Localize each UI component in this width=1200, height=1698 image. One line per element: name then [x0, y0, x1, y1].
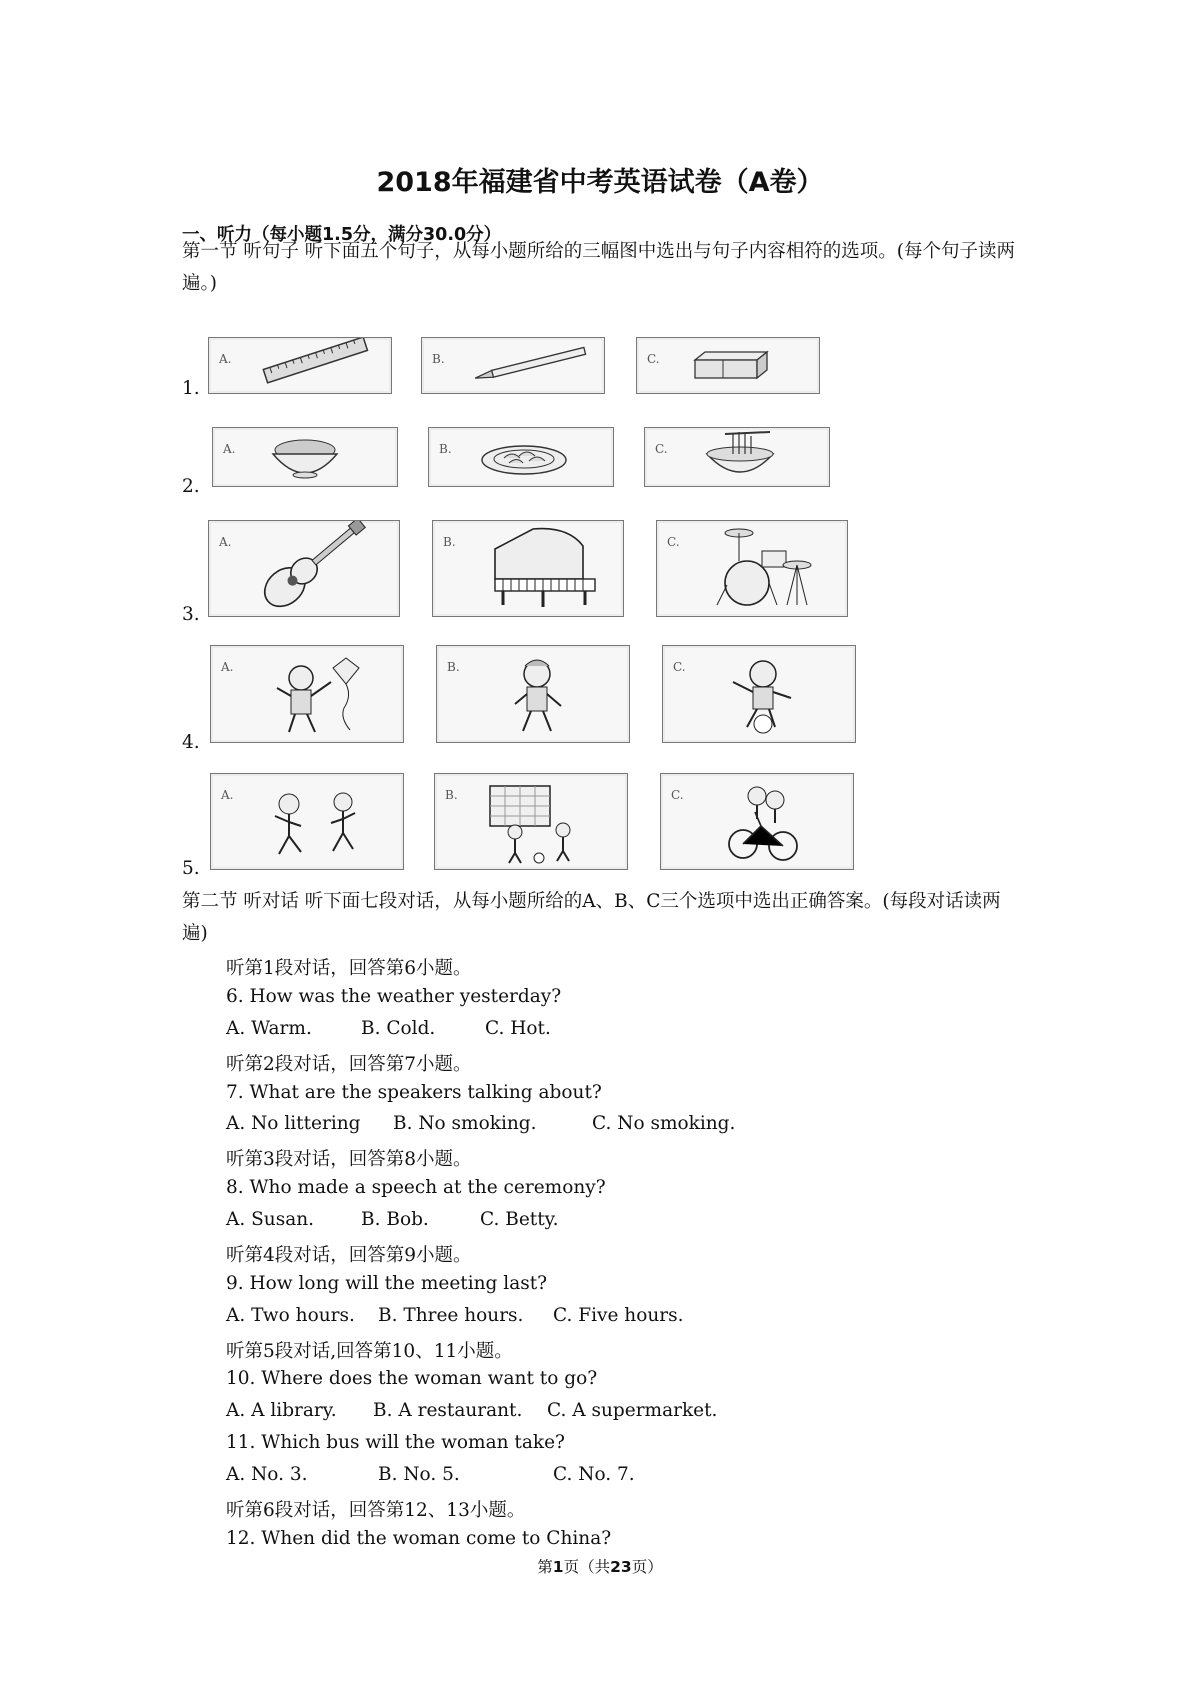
option-c[interactable]: C. No. 7. — [553, 1464, 635, 1485]
rice-bowl-icon — [213, 428, 397, 486]
option-b[interactable]: B. No smoking. — [393, 1113, 537, 1134]
eraser-icon — [637, 338, 819, 393]
option-picture[interactable]: B. — [421, 337, 605, 394]
option-b[interactable]: B. No. 5. — [378, 1464, 460, 1485]
section-heading: 一、听力（每小题1.5分，满分30.0分） — [182, 225, 502, 245]
option-c[interactable]: C. Hot. — [485, 1018, 551, 1039]
question-text: 6. How was the weather yesterday? — [226, 986, 562, 1007]
option-c[interactable]: C. No smoking. — [592, 1113, 736, 1134]
boy-waving-icon — [437, 646, 629, 742]
dumplings-plate-icon — [429, 428, 613, 486]
children-soccer-goal-icon — [435, 774, 627, 869]
dialogue-intro: 听第5段对话,回答第10、11小题。 — [226, 1341, 513, 1362]
piano-icon — [433, 521, 623, 616]
page-title: 2018年福建省中考英语试卷（A卷） — [376, 167, 824, 198]
noodles-bowl-icon — [645, 428, 829, 486]
option-a[interactable]: A. Susan. — [226, 1209, 315, 1230]
dialogue-intro: 听第6段对话，回答第12、13小题。 — [226, 1500, 526, 1521]
option-picture[interactable]: C. — [660, 773, 854, 870]
option-picture[interactable]: C. — [636, 337, 820, 394]
question-number: 5. — [182, 858, 200, 879]
option-a[interactable]: A. No littering — [226, 1113, 361, 1134]
option-picture[interactable]: C. — [656, 520, 848, 617]
option-a[interactable]: A. Two hours. — [226, 1305, 355, 1326]
question-number: 2. — [182, 476, 200, 497]
boy-flying-kite-icon — [211, 646, 403, 742]
children-running-icon — [211, 774, 403, 869]
option-picture[interactable]: A. — [210, 645, 404, 743]
option-b[interactable]: B. Cold. — [361, 1018, 436, 1039]
option-picture[interactable]: B. — [434, 773, 628, 870]
part1-instruction: 第一节 听句子 听下面五个句子，从每小题所给的三幅图中选出与句子内容相符的选项。(每个句子读两遍。) — [182, 241, 1015, 294]
dialogue-intro: 听第2段对话，回答第7小题。 — [226, 1054, 472, 1075]
option-picture[interactable]: C. — [662, 645, 856, 743]
page-footer: 第1页（共23页） — [537, 1558, 663, 1576]
option-c[interactable]: C. Betty. — [480, 1209, 559, 1230]
question-text: 11. Which bus will the woman take? — [226, 1432, 565, 1453]
boy-playing-football-icon — [663, 646, 855, 742]
ruler-icon — [209, 338, 391, 393]
question-text: 7. What are the speakers talking about? — [226, 1082, 602, 1103]
question-text: 9. How long will the meeting last? — [226, 1273, 548, 1294]
pencil-icon — [422, 338, 604, 393]
guitar-icon — [209, 521, 399, 616]
option-picture[interactable]: B. — [428, 427, 614, 487]
option-picture[interactable]: A. — [208, 337, 392, 394]
option-picture[interactable]: C. — [644, 427, 830, 487]
option-c[interactable]: C. A supermarket. — [547, 1400, 718, 1421]
question-number: 3. — [182, 604, 200, 625]
drums-icon — [657, 521, 847, 616]
option-a[interactable]: A. No. 3. — [226, 1464, 308, 1485]
dialogue-intro: 听第3段对话，回答第8小题。 — [226, 1149, 472, 1170]
dialogue-intro: 听第1段对话，回答第6小题。 — [226, 958, 472, 979]
option-b[interactable]: B. Three hours. — [378, 1305, 524, 1326]
question-number: 4. — [182, 732, 200, 753]
option-b[interactable]: B. A restaurant. — [373, 1400, 523, 1421]
option-c[interactable]: C. Five hours. — [553, 1305, 684, 1326]
children-cycling-icon — [661, 774, 853, 869]
part2-instruction: 第二节 听对话 听下面七段对话，从每小题所给的A、B、C三个选项中选出正确答案。(每段对话读两遍) — [182, 891, 1001, 944]
option-picture[interactable]: A. — [212, 427, 398, 487]
question-text: 12. When did the woman come to China? — [226, 1528, 612, 1549]
option-picture[interactable]: B. — [432, 520, 624, 617]
dialogue-intro: 听第4段对话，回答第9小题。 — [226, 1245, 472, 1266]
question-text: 8. Who made a speech at the ceremony? — [226, 1177, 606, 1198]
option-picture[interactable]: A. — [208, 520, 400, 617]
question-number: 1. — [182, 378, 200, 399]
question-text: 10. Where does the woman want to go? — [226, 1368, 598, 1389]
option-b[interactable]: B. Bob. — [361, 1209, 429, 1230]
option-a[interactable]: A. Warm. — [226, 1018, 312, 1039]
option-a[interactable]: A. A library. — [226, 1400, 337, 1421]
option-picture[interactable]: B. — [436, 645, 630, 743]
option-picture[interactable]: A. — [210, 773, 404, 870]
